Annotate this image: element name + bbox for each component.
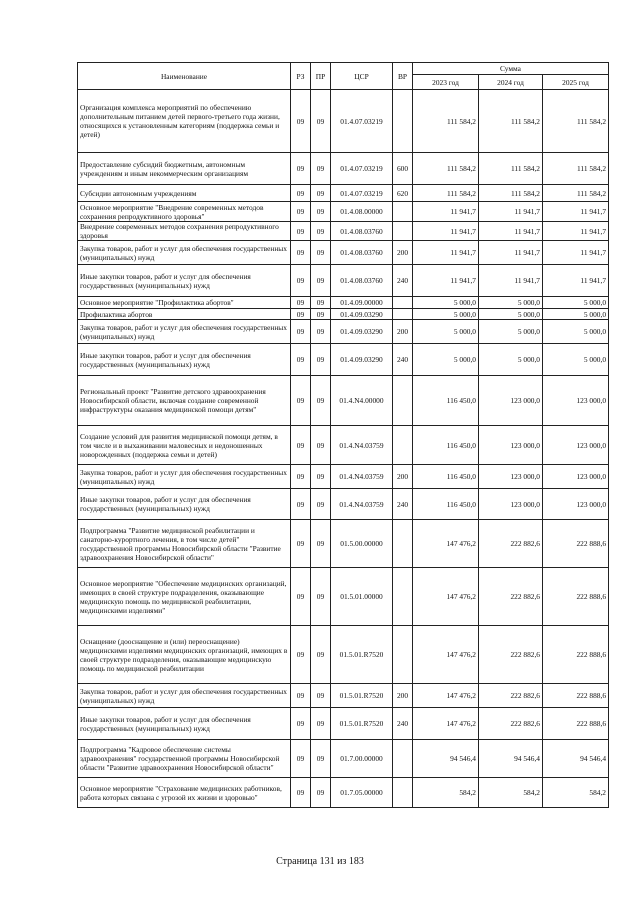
row-2024-cell: 5 000,0 — [479, 320, 543, 344]
row-pr-cell: 09 — [311, 222, 331, 241]
row-2024-cell: 5 000,0 — [479, 309, 543, 320]
row-2025-cell: 111 584,2 — [543, 90, 609, 153]
row-csr-cell: 01.5.01.R7520 — [331, 626, 393, 684]
row-2024-cell: 11 941,7 — [479, 202, 543, 222]
row-2024-cell: 222 882,6 — [479, 568, 543, 626]
row-2025-cell: 5 000,0 — [543, 309, 609, 320]
table-row — [78, 489, 609, 520]
row-vr-cell: 600 — [393, 153, 413, 185]
row-rz-cell: 09 — [291, 740, 311, 778]
row-2023-cell: 5 000,0 — [413, 309, 479, 320]
row-rz-cell: 09 — [291, 265, 311, 297]
row-csr-cell: 01.5.01.R7520 — [331, 708, 393, 740]
row-rz-cell: 09 — [291, 153, 311, 185]
row-2024-cell: 11 941,7 — [479, 222, 543, 241]
table-row — [78, 626, 609, 684]
row-2023-cell: 5 000,0 — [413, 297, 479, 309]
row-name-cell: Закупка товаров, работ и услуг для обеспечения государственных (муниципальных) нужд — [78, 684, 291, 708]
row-rz-cell: 09 — [291, 778, 311, 808]
row-2023-cell: 5 000,0 — [413, 320, 479, 344]
table-row — [78, 265, 609, 297]
row-2025-cell: 123 000,0 — [543, 489, 609, 520]
row-rz-cell: 09 — [291, 320, 311, 344]
row-rz-cell: 09 — [291, 520, 311, 568]
row-name-cell: Основное мероприятие "Обеспечение медицинских организаций, имеющих в своей структуре подразделения, оказывающие медицинскую помощь по медицинской реабилитации, медицинскими изделиями" — [78, 568, 291, 626]
row-csr-cell: 01.4.07.03219 — [331, 153, 393, 185]
row-csr-cell: 01.4.N4.03759 — [331, 426, 393, 465]
row-rz-cell: 09 — [291, 297, 311, 309]
row-name-cell: Основное мероприятие "Страхование медицинских работников, работа которых связана с угрозой их жизни и здоровью" — [78, 778, 291, 808]
row-rz-cell: 09 — [291, 376, 311, 426]
row-csr-cell: 01.7.05.00000 — [331, 778, 393, 808]
budget-table — [77, 62, 609, 808]
row-name-cell: Иные закупки товаров, работ и услуг для обеспечения государственных (муниципальных) нужд — [78, 489, 291, 520]
row-csr-cell: 01.4.09.00000 — [331, 297, 393, 309]
table-row — [78, 202, 609, 222]
row-2024-cell: 222 882,6 — [479, 626, 543, 684]
row-vr-cell: 240 — [393, 265, 413, 297]
row-csr-cell: 01.4.N4.00000 — [331, 376, 393, 426]
row-pr-cell: 09 — [311, 426, 331, 465]
row-pr-cell: 09 — [311, 489, 331, 520]
row-vr-cell: 240 — [393, 344, 413, 376]
row-pr-cell: 09 — [311, 90, 331, 153]
table-row — [78, 376, 609, 426]
row-2024-cell: 5 000,0 — [479, 297, 543, 309]
row-name-cell: Профилактика абортов — [78, 309, 291, 320]
row-csr-cell: 01.5.00.00000 — [331, 520, 393, 568]
table-row — [78, 241, 609, 265]
row-name-cell: Подпрограмма "Развитие медицинской реабилитации и санаторно-курортного лечения, в том числе детей" государственной программы Новосибирской области "Развитие здравоохранения Новосибирской области" — [78, 520, 291, 568]
row-csr-cell: 01.4.N4.03759 — [331, 465, 393, 489]
row-vr-cell — [393, 568, 413, 626]
row-2023-cell: 147 476,2 — [413, 684, 479, 708]
row-2023-cell: 147 476,2 — [413, 520, 479, 568]
row-2023-cell: 116 450,0 — [413, 465, 479, 489]
row-2024-cell: 222 882,6 — [479, 708, 543, 740]
col-header-2024: 2024 год — [479, 75, 543, 90]
row-vr-cell: 200 — [393, 320, 413, 344]
col-header-name: Наименование — [78, 63, 291, 90]
row-2024-cell: 222 882,6 — [479, 684, 543, 708]
row-2024-cell: 11 941,7 — [479, 241, 543, 265]
table-row — [78, 426, 609, 465]
table-row — [78, 222, 609, 241]
row-pr-cell: 09 — [311, 309, 331, 320]
table-row — [78, 465, 609, 489]
row-2023-cell: 5 000,0 — [413, 344, 479, 376]
row-name-cell: Предоставление субсидий бюджетным, автономным учреждениям и иным некоммерческим организациям — [78, 153, 291, 185]
row-2023-cell: 94 546,4 — [413, 740, 479, 778]
row-vr-cell — [393, 740, 413, 778]
row-pr-cell: 09 — [311, 568, 331, 626]
row-vr-cell — [393, 222, 413, 241]
row-2023-cell: 111 584,2 — [413, 185, 479, 202]
row-csr-cell: 01.4.09.03290 — [331, 309, 393, 320]
row-rz-cell: 09 — [291, 568, 311, 626]
row-rz-cell: 09 — [291, 241, 311, 265]
row-name-cell: Оснащение (дооснащение и (или) переоснащение) медицинскими изделиями медицинских организаций, имеющих в своей структуре подразделения, оказывающие медицинскую помощь по медицинской реабилитации — [78, 626, 291, 684]
row-name-cell: Организация комплекса мероприятий по обеспечению дополнительным питанием детей первого-третьего года жизни, относящихся к установленным категориям (поддержка семьи и детей) — [78, 90, 291, 153]
table-row — [78, 90, 609, 153]
row-pr-cell: 09 — [311, 626, 331, 684]
row-vr-cell: 200 — [393, 241, 413, 265]
row-2023-cell: 116 450,0 — [413, 376, 479, 426]
col-header-rz: РЗ — [291, 63, 311, 90]
row-2024-cell: 94 546,4 — [479, 740, 543, 778]
row-pr-cell: 09 — [311, 740, 331, 778]
row-csr-cell: 01.4.08.03760 — [331, 222, 393, 241]
row-vr-cell — [393, 626, 413, 684]
row-pr-cell: 09 — [311, 297, 331, 309]
row-rz-cell: 09 — [291, 684, 311, 708]
row-2023-cell: 147 476,2 — [413, 626, 479, 684]
row-2023-cell: 116 450,0 — [413, 489, 479, 520]
row-2025-cell: 11 941,7 — [543, 222, 609, 241]
row-csr-cell: 01.4.08.00000 — [331, 202, 393, 222]
row-rz-cell: 09 — [291, 426, 311, 465]
row-2024-cell: 5 000,0 — [479, 344, 543, 376]
col-header-csr: ЦСР — [331, 63, 393, 90]
table-row — [78, 297, 609, 309]
table-row — [78, 344, 609, 376]
row-vr-cell: 200 — [393, 684, 413, 708]
row-csr-cell: 01.4.09.03290 — [331, 320, 393, 344]
row-2025-cell: 5 000,0 — [543, 320, 609, 344]
table-row — [78, 185, 609, 202]
row-2025-cell: 94 546,4 — [543, 740, 609, 778]
row-2023-cell: 147 476,2 — [413, 708, 479, 740]
row-pr-cell: 09 — [311, 344, 331, 376]
row-2023-cell: 147 476,2 — [413, 568, 479, 626]
row-2025-cell: 11 941,7 — [543, 265, 609, 297]
row-2025-cell: 5 000,0 — [543, 297, 609, 309]
row-vr-cell — [393, 309, 413, 320]
row-name-cell: Субсидии автономным учреждениям — [78, 185, 291, 202]
row-csr-cell: 01.5.01.00000 — [331, 568, 393, 626]
row-vr-cell: 620 — [393, 185, 413, 202]
row-rz-cell: 09 — [291, 202, 311, 222]
table-row — [78, 568, 609, 626]
row-name-cell: Подпрограмма "Кадровое обеспечение системы здравоохранения" государственной программы Новосибирской области "Развитие здравоохранения Новосибирской области" — [78, 740, 291, 778]
row-name-cell: Иные закупки товаров, работ и услуг для обеспечения государственных (муниципальных) нужд — [78, 344, 291, 376]
row-vr-cell — [393, 297, 413, 309]
row-name-cell: Региональный проект "Развитие детского здравоохранения Новосибирской области, включая создание современной инфраструктуры оказания медицинской помощи детям" — [78, 376, 291, 426]
col-header-2023: 2023 год — [413, 75, 479, 90]
row-name-cell: Иные закупки товаров, работ и услуг для обеспечения государственных (муниципальных) нужд — [78, 708, 291, 740]
col-header-vr: ВР — [393, 63, 413, 90]
row-name-cell: Закупка товаров, работ и услуг для обеспечения государственных (муниципальных) нужд — [78, 320, 291, 344]
row-2024-cell: 123 000,0 — [479, 426, 543, 465]
row-2025-cell: 222 888,6 — [543, 684, 609, 708]
row-vr-cell — [393, 520, 413, 568]
row-csr-cell: 01.4.N4.03759 — [331, 489, 393, 520]
row-pr-cell: 09 — [311, 185, 331, 202]
row-2024-cell: 111 584,2 — [479, 185, 543, 202]
row-2024-cell: 584,2 — [479, 778, 543, 808]
row-rz-cell: 09 — [291, 185, 311, 202]
row-rz-cell: 09 — [291, 222, 311, 241]
row-2023-cell: 11 941,7 — [413, 202, 479, 222]
table-row — [78, 520, 609, 568]
row-pr-cell: 09 — [311, 153, 331, 185]
row-pr-cell: 09 — [311, 241, 331, 265]
row-rz-cell: 09 — [291, 626, 311, 684]
row-2025-cell: 222 888,6 — [543, 520, 609, 568]
row-name-cell: Основное мероприятие "Внедрение современных методов сохранения репродуктивного здоровья" — [78, 202, 291, 222]
row-rz-cell: 09 — [291, 344, 311, 376]
row-pr-cell: 09 — [311, 520, 331, 568]
row-pr-cell: 09 — [311, 320, 331, 344]
row-2024-cell: 111 584,2 — [479, 153, 543, 185]
row-name-cell: Закупка товаров, работ и услуг для обеспечения государственных (муниципальных) нужд — [78, 241, 291, 265]
row-2024-cell: 11 941,7 — [479, 265, 543, 297]
table-body — [78, 90, 609, 808]
row-2025-cell: 123 000,0 — [543, 426, 609, 465]
row-csr-cell: 01.4.07.03219 — [331, 185, 393, 202]
row-2023-cell: 11 941,7 — [413, 241, 479, 265]
row-pr-cell: 09 — [311, 708, 331, 740]
table-row — [78, 740, 609, 778]
table-row — [78, 778, 609, 808]
row-2025-cell: 222 888,6 — [543, 568, 609, 626]
row-name-cell: Иные закупки товаров, работ и услуг для обеспечения государственных (муниципальных) нужд — [78, 265, 291, 297]
row-2025-cell: 222 888,6 — [543, 626, 609, 684]
row-2025-cell: 584,2 — [543, 778, 609, 808]
row-2024-cell: 222 882,6 — [479, 520, 543, 568]
row-2023-cell: 116 450,0 — [413, 426, 479, 465]
row-vr-cell: 200 — [393, 465, 413, 489]
row-vr-cell — [393, 90, 413, 153]
row-rz-cell: 09 — [291, 708, 311, 740]
row-vr-cell — [393, 202, 413, 222]
row-vr-cell: 240 — [393, 708, 413, 740]
row-2025-cell: 222 888,6 — [543, 708, 609, 740]
row-csr-cell: 01.7.00.00000 — [331, 740, 393, 778]
row-pr-cell: 09 — [311, 265, 331, 297]
row-2025-cell: 123 000,0 — [543, 376, 609, 426]
row-vr-cell — [393, 376, 413, 426]
row-pr-cell: 09 — [311, 202, 331, 222]
row-csr-cell: 01.4.07.03219 — [331, 90, 393, 153]
table-row — [78, 153, 609, 185]
row-2025-cell: 111 584,2 — [543, 185, 609, 202]
col-header-sum: Сумма — [413, 63, 609, 75]
row-2023-cell: 111 584,2 — [413, 153, 479, 185]
row-name-cell: Внедрение современных методов сохранения репродуктивного здоровья — [78, 222, 291, 241]
row-pr-cell: 09 — [311, 465, 331, 489]
row-pr-cell: 09 — [311, 778, 331, 808]
row-2023-cell: 11 941,7 — [413, 265, 479, 297]
table-row — [78, 708, 609, 740]
row-2025-cell: 123 000,0 — [543, 465, 609, 489]
row-2024-cell: 123 000,0 — [479, 376, 543, 426]
row-2024-cell: 123 000,0 — [479, 465, 543, 489]
row-2023-cell: 111 584,2 — [413, 90, 479, 153]
row-rz-cell: 09 — [291, 465, 311, 489]
row-pr-cell: 09 — [311, 684, 331, 708]
col-header-pr: ПР — [311, 63, 331, 90]
row-2023-cell: 584,2 — [413, 778, 479, 808]
row-rz-cell: 09 — [291, 489, 311, 520]
row-2023-cell: 11 941,7 — [413, 222, 479, 241]
row-2025-cell: 5 000,0 — [543, 344, 609, 376]
row-name-cell: Закупка товаров, работ и услуг для обеспечения государственных (муниципальных) нужд — [78, 465, 291, 489]
row-2025-cell: 11 941,7 — [543, 202, 609, 222]
row-vr-cell — [393, 426, 413, 465]
row-name-cell: Создание условий для развития медицинской помощи детям, в том числе и в выхаживании маловесных и недоношенных новорожденных (поддержка семьи и детей) — [78, 426, 291, 465]
row-rz-cell: 09 — [291, 309, 311, 320]
table-row — [78, 320, 609, 344]
row-csr-cell: 01.4.09.03290 — [331, 344, 393, 376]
table-row — [78, 309, 609, 320]
page-number: Страница 131 из 183 — [276, 856, 364, 867]
row-csr-cell: 01.4.08.03760 — [331, 265, 393, 297]
table-row — [78, 684, 609, 708]
row-csr-cell: 01.5.01.R7520 — [331, 684, 393, 708]
row-name-cell: Основное мероприятие "Профилактика абортов" — [78, 297, 291, 309]
row-2024-cell: 111 584,2 — [479, 90, 543, 153]
row-2024-cell: 123 000,0 — [479, 489, 543, 520]
row-rz-cell: 09 — [291, 90, 311, 153]
row-csr-cell: 01.4.08.03760 — [331, 241, 393, 265]
row-2025-cell: 111 584,2 — [543, 153, 609, 185]
row-vr-cell — [393, 778, 413, 808]
col-header-2025: 2025 год — [543, 75, 609, 90]
row-vr-cell: 240 — [393, 489, 413, 520]
row-pr-cell: 09 — [311, 376, 331, 426]
row-2025-cell: 11 941,7 — [543, 241, 609, 265]
